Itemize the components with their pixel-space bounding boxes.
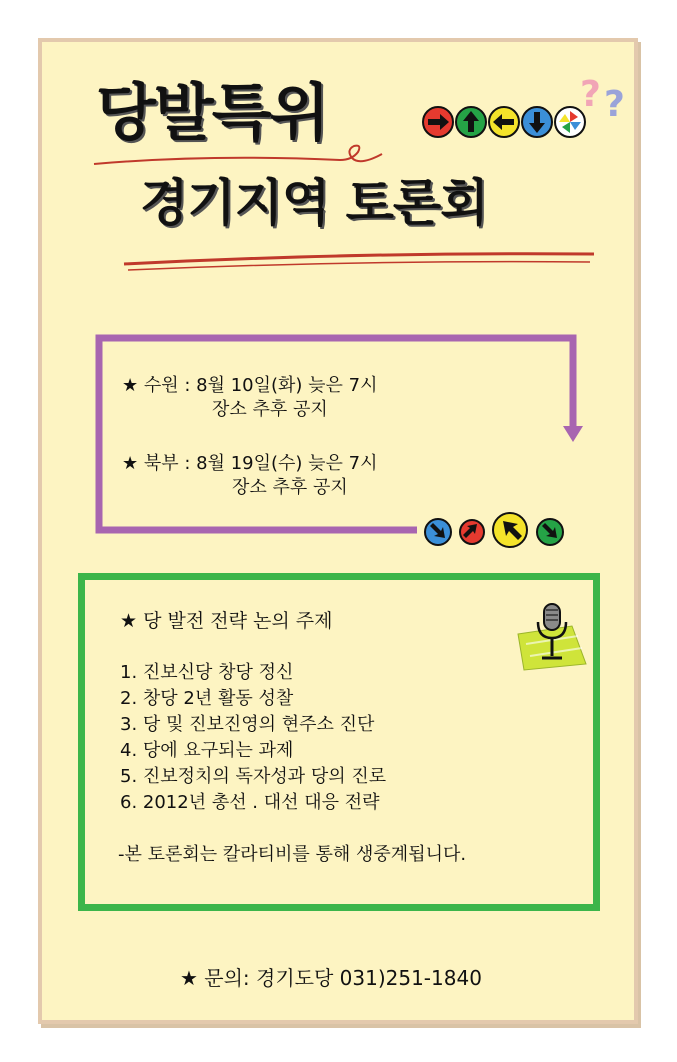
top-arrows-decoration (422, 104, 592, 140)
list-item: 2. 창당 2년 활동 성찰 (120, 688, 294, 709)
schedule-bukbu-venue: 장소 추후 공지 (232, 477, 348, 499)
question-marks-icon (578, 68, 638, 128)
title-squiggle-decoration (90, 140, 390, 170)
topics-heading: ★ 당 발전 전략 논의 주제 (120, 610, 333, 632)
arrow-up-icon (456, 107, 486, 137)
svg-text:?: ? (604, 84, 625, 125)
schedule-suwon (122, 374, 378, 423)
broadcast-note: -본 토론회는 칼라티비를 통해 생중계됩니다. (118, 844, 467, 865)
microphone-icon (512, 600, 592, 672)
title-underline-decoration (120, 248, 600, 278)
list-item: 5. 진보정치의 독자성과 당의 진로 (120, 766, 387, 787)
contact-info: ★ 문의: 경기도당 031)251-1840 (180, 966, 482, 990)
list-item: 1. 진보신당 창당 정신 (120, 662, 294, 683)
arrow-left-icon (489, 107, 519, 137)
list-item: 4. 당에 요구되는 과제 (120, 740, 294, 761)
arrow-down-right-icon (537, 519, 563, 545)
arrow-down-icon (522, 107, 552, 137)
topics-list (120, 660, 386, 816)
mid-arrows-decoration (420, 510, 570, 550)
schedule-bukbu-date: ★ 북부 : 8월 19일(수) 늦은 7시 (122, 453, 378, 474)
list-item: 6. 2012년 총선 . 대선 대응 전략 (120, 792, 380, 813)
list-item: 3. 당 및 진보진영의 현주소 진단 (120, 714, 375, 735)
poster-title-line2: 경기지역 토론회 (140, 174, 488, 232)
arrow-down-right-icon (425, 519, 451, 545)
poster-title-line1: 당발특위 (96, 76, 328, 149)
arrow-up-right-icon (460, 520, 484, 544)
schedule-suwon-venue: 장소 추후 공지 (212, 399, 328, 421)
arrow-up-left-icon (493, 513, 527, 547)
schedule-bukbu (122, 452, 378, 501)
arrow-right-icon (423, 107, 453, 137)
schedule-suwon-date: ★ 수원 : 8월 10일(화) 늦은 7시 (122, 375, 378, 396)
svg-text:?: ? (580, 74, 601, 115)
